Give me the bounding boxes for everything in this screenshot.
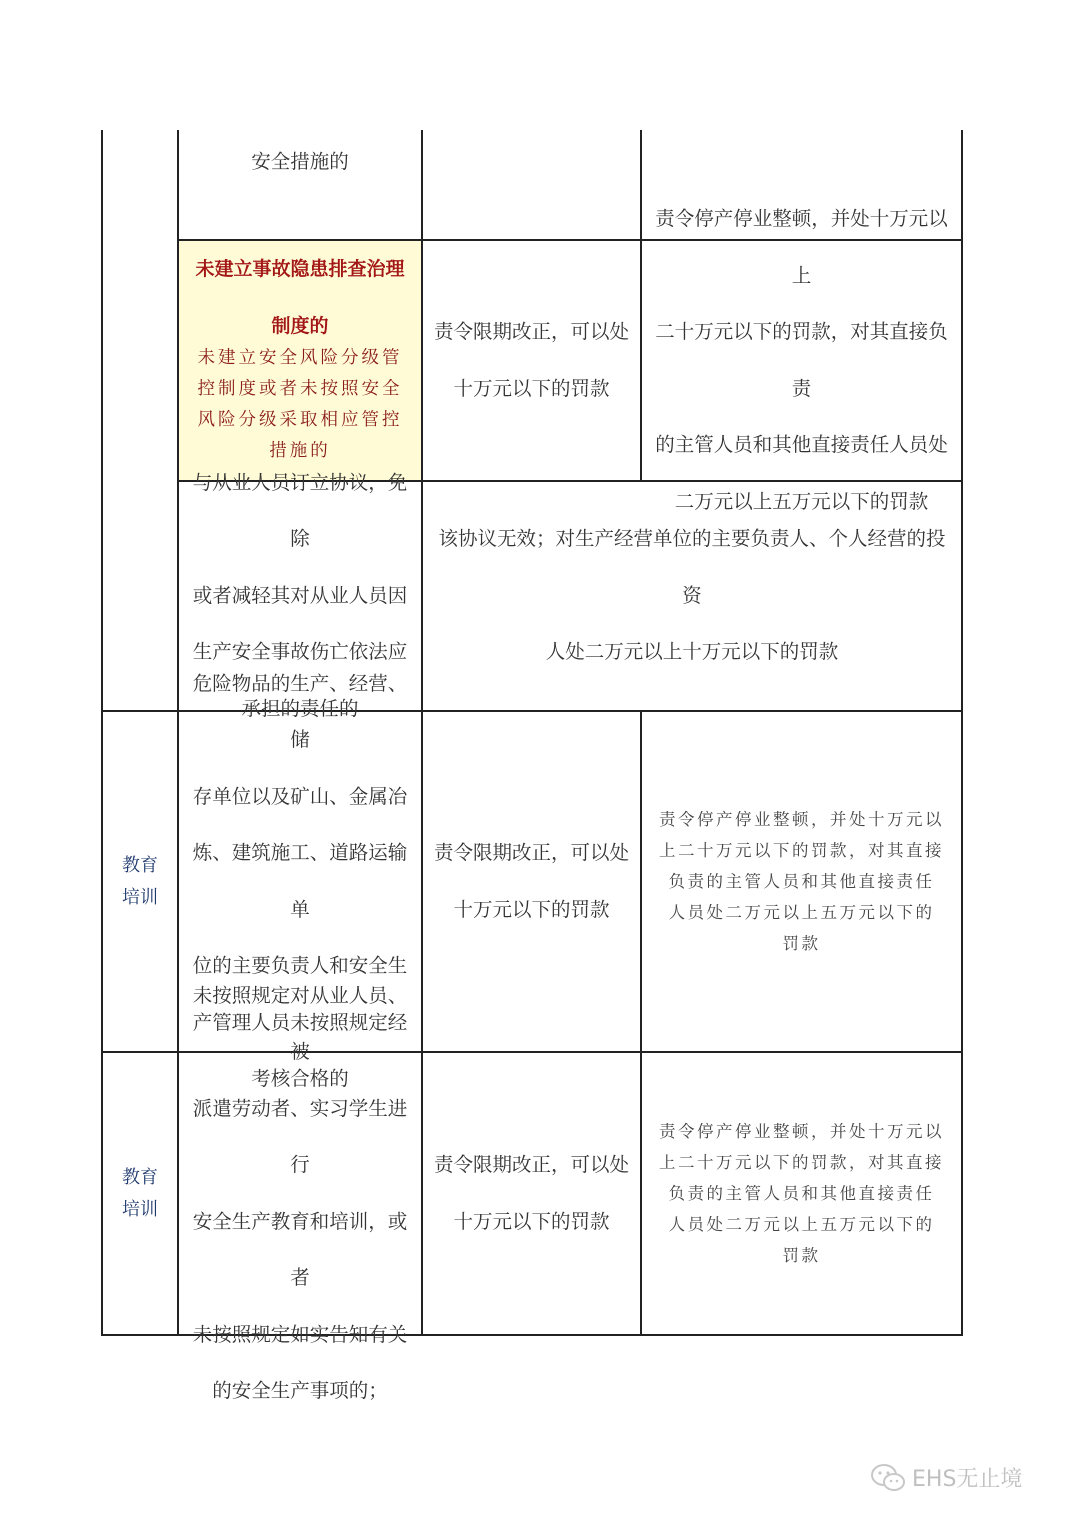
hazard-violation-bold: 未建立事故隐患排查治理 制度的: [195, 258, 405, 337]
training-row-1-penalty: 责令限期改正，可以处 十万元以下的罚款: [433, 841, 629, 921]
hazard-row-violation: [179, 241, 421, 480]
wechat-icon: [870, 1463, 906, 1493]
hazard-violation-serif: 未建立安全风险分级管 控制度或者未按照安全 风险分级采取相应管控 措施的: [197, 348, 403, 461]
training-row-1-category: 教育 培训: [122, 854, 158, 908]
training-row-2-penalty-severe: 责令停产停业整顿，并处十万元以 上二十万元以下的罚款，对其直接 负责的主管人员和其他直接责任 人员处二万元以上五万元以下的 罚款: [659, 1122, 944, 1265]
training-row-2-category: 教育 培训: [122, 1166, 158, 1220]
training-row-2-violation: 未按照规定对从业人员、被 派遣劳动者、实习学生进行 安全生产教育和培训，或者 未按照规定如实告知有关 的安全生产事项的；: [192, 983, 408, 1402]
top-row-violation: 安全措施的: [251, 150, 349, 174]
table-border-right: [961, 130, 963, 1336]
watermark: [870, 1462, 1022, 1493]
training-row-2-penalty: 责令限期改正，可以处 十万元以下的罚款: [433, 1153, 629, 1233]
watermark-text: EHS无止境: [912, 1467, 1023, 1492]
training-row-1-penalty-severe: 责令停产停业整顿，并处十万元以 上二十万元以下的罚款，对其直接 负责的主管人员和其他直接责任 人员处二万元以上五万元以下的 罚款: [659, 810, 944, 953]
agreement-row-violation: 与从业人员订立协议，免除 或者减轻其对从业人员因 生产安全事故伤亡依法应 承担的责任的: [192, 470, 408, 720]
training-row-1-violation: 危险物品的生产、经营、储 存单位以及矿山、金属冶 炼、建筑施工、道路运输单 位的主要负责人和安全生 产管理人员未按照规定经 考核合格的: [192, 671, 408, 1090]
penalty-table: [101, 130, 962, 1402]
hazard-row-penalty-severe: 责令停产停业整顿，并处十万元以上 二十万元以下的罚款，对其直接负责 的主管人员和其他直接责任人员处 二万元以上五万元以下的罚款: [655, 207, 948, 513]
hazard-row-penalty: 责令限期改正，可以处 十万元以下的罚款: [433, 320, 629, 400]
agreement-row-penalty: 该协议无效；对生产经营单位的主要负责人、个人经营的投资 人处二万元以上十万元以下的罚款: [438, 527, 946, 664]
